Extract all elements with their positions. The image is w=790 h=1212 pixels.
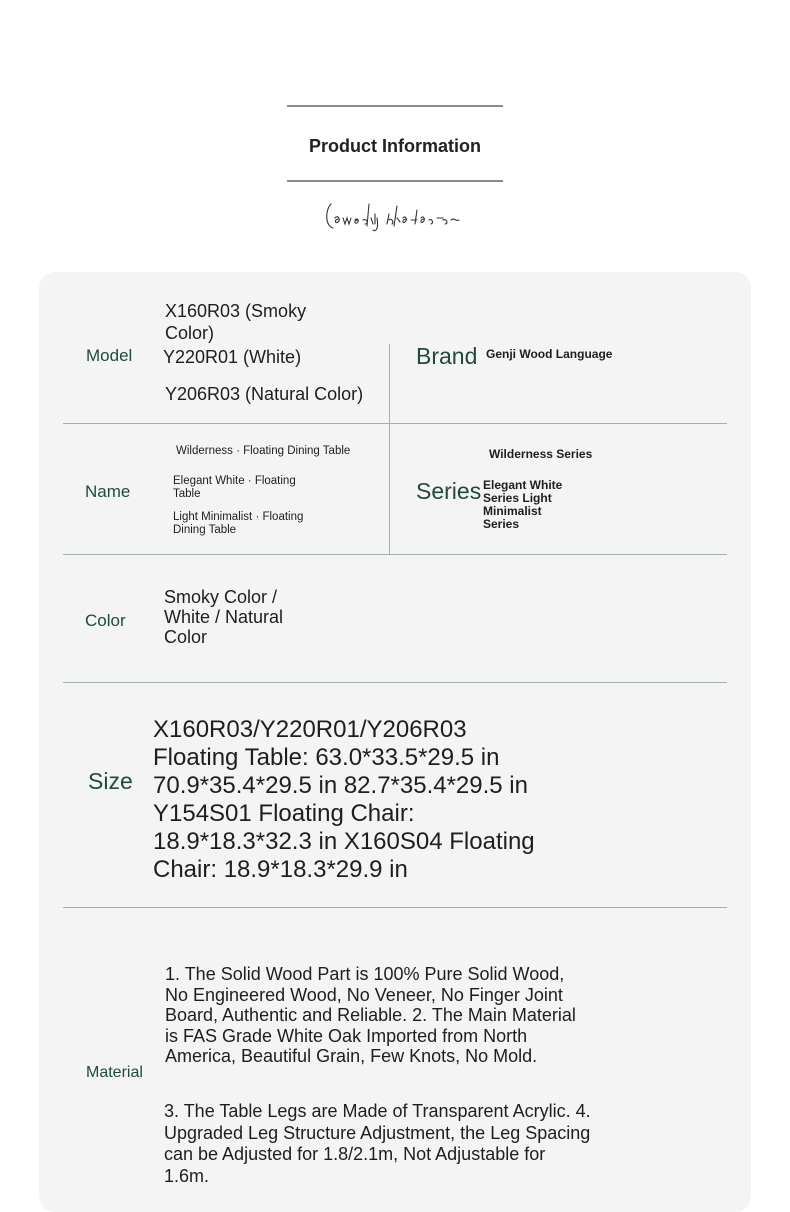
series-label: Series	[416, 478, 482, 504]
series-value-1: Wilderness Series	[489, 447, 593, 461]
row1-divider	[389, 344, 390, 423]
color-value: Smoky Color / White / Natural Color	[164, 587, 284, 647]
model-value-3: Y206R03 (Natural Color)	[165, 384, 364, 404]
brand-value: Genji Wood Language	[486, 347, 613, 361]
name-label: Name	[85, 482, 131, 501]
model-label: Model	[86, 346, 133, 365]
model-value-2: Y220R01 (White)	[163, 347, 302, 367]
title-top-rule	[287, 105, 503, 107]
name-value-2: Elegant White · Floating Table	[173, 475, 296, 500]
material-value-1: 1. The Solid Wood Part is 100% Pure Solid Wood, No Engineered Wood, No Veneer, No Finger Joint Board, Authentic and Reliable. 2. The Main Material is FAS Grade White Oak Imported from North America, Beautiful Grain, Few Knots, No Mold.	[165, 964, 576, 1066]
model-value-1: X160R03 (Smoky Color)	[165, 301, 307, 343]
name-value-3: Light Minimalist · Floating Dining Table	[173, 511, 304, 536]
material-label: Material	[86, 1064, 143, 1081]
row2-divider	[389, 423, 390, 554]
page-title: Product Information	[309, 136, 481, 156]
brand-label: Brand	[416, 343, 478, 369]
size-label: Size	[88, 768, 133, 794]
name-value-1: Wilderness · Floating Dining Table	[176, 445, 351, 457]
row-separator-4	[63, 907, 727, 908]
script-subtitle	[325, 198, 465, 239]
series-value-2: Elegant White Series Light Minimalist Series	[483, 478, 563, 531]
material-value-2: 3. The Table Legs are Made of Transparent Acrylic. 4. Upgraded Leg Structure Adjustment, the Leg Spacing can be Adjusted for 1.8/2.1m, Not Adjustable for 1.6m.	[164, 1101, 591, 1186]
row-separator-1	[63, 423, 727, 424]
row-separator-3	[63, 682, 727, 683]
size-value: X160R03/Y220R01/Y206R03 Floating Table: 63.0*33.5*29.5 in 70.9*35.4*29.5 in 82.7*35.4*29.5 in Y154S01 Floating Chair: 18.9*18.3*32.3 in X160S04 Floating Chair: 18.9*18.3*29.9 in	[153, 716, 535, 883]
color-label: Color	[85, 611, 126, 630]
title-bottom-rule	[287, 180, 503, 182]
row-separator-2	[63, 554, 727, 555]
